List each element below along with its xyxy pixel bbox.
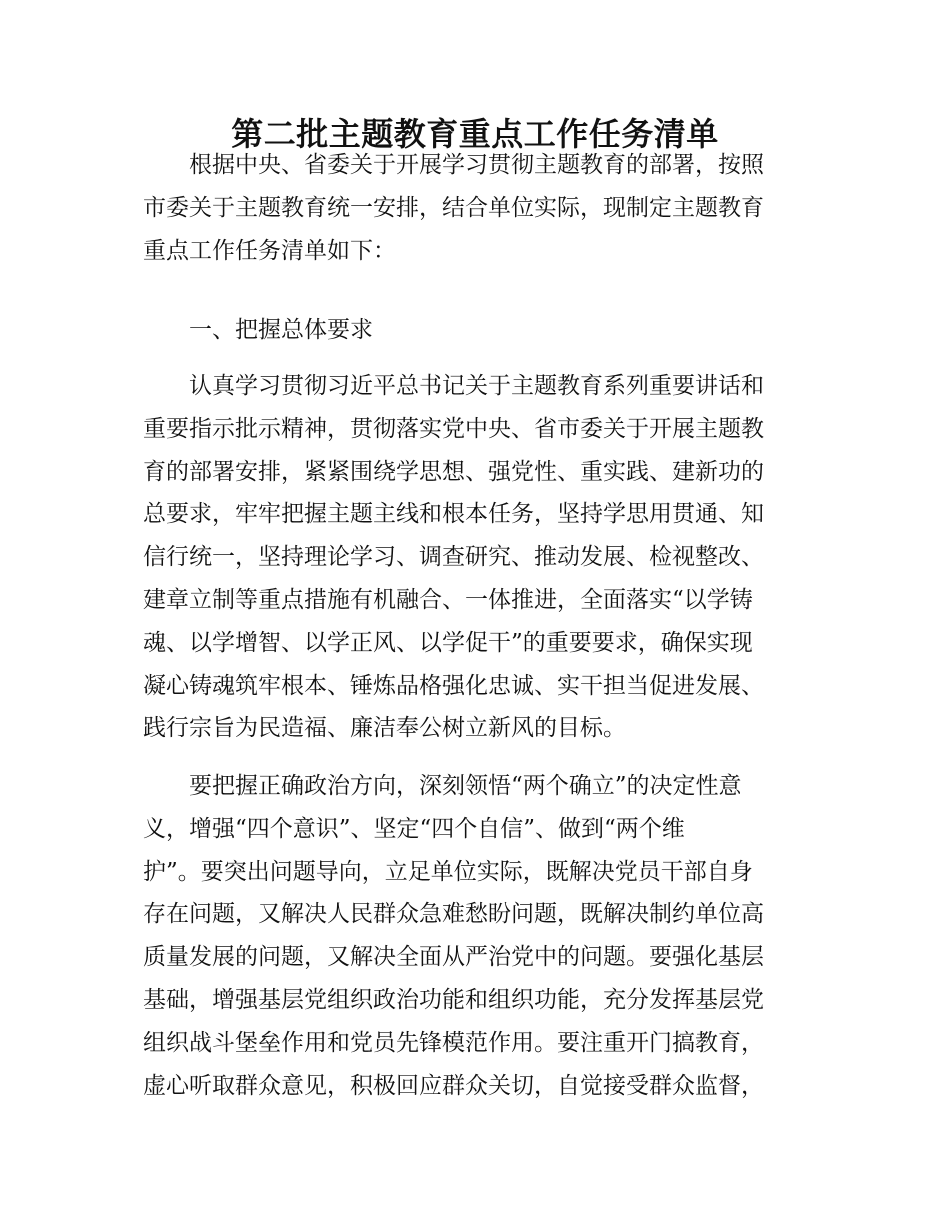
document-title: 第二批主题教育重点工作任务清单 <box>231 115 719 153</box>
intro-line: 根据中央、省委关于开展学习贯彻主题教育的部署，按照 <box>143 152 764 178</box>
paragraph-line: 组织战斗堡垒作用和党员先锋模范作用。要注重开门搞教育， <box>143 1029 764 1056</box>
paragraph-line: 义，增强“四个意识”、坚定“四个自信”、做到“两个维 <box>143 815 685 842</box>
direction-paragraph <box>143 765 811 1107</box>
section-heading <box>143 309 811 352</box>
paragraph-line: 要把握正确政治方向，深刻领悟“两个确立”的决定性意 <box>143 773 742 799</box>
intro-line: 重点工作任务清单如下： <box>143 237 396 264</box>
paragraph-line: 基础，增强基层党组织政治功能和组织功能，充分发挥基层党 <box>143 986 764 1013</box>
requirements-paragraph <box>143 365 811 750</box>
paragraph-line: 总要求，牢牢把握主题主线和根本任务，坚持学思用贯通、知 <box>143 501 764 528</box>
paragraph-line: 认真学习贯彻习近平总书记关于主题教育系列重要讲话和 <box>143 373 764 399</box>
paragraph-line: 虚心听取群众意见，积极回应群众关切，自觉接受群众监督， <box>143 1072 764 1099</box>
paragraph-line: 育的部署安排，紧紧围绕学思想、强党性、重实践、建新功的 <box>143 458 764 485</box>
paragraph-line: 信行统一，坚持理论学习、调查研究、推动发展、检视整改、 <box>143 544 764 571</box>
paragraph-line: 质量发展的问题，又解决全面从严治党中的问题。要强化基层 <box>143 944 764 971</box>
paragraph-line: 护”。要突出问题导向，立足单位实际，既解决党员干部自身 <box>143 858 753 885</box>
paragraph-line: 凝心铸魂筑牢根本、锤炼品格强化忠诚、实干担当促进发展、 <box>143 672 764 699</box>
paragraph-line: 重要指示批示精神，贯彻落实党中央、省市委关于开展主题教 <box>143 415 764 442</box>
paragraph-line: 存在问题，又解决人民群众急难愁盼问题，既解决制约单位高 <box>143 901 764 928</box>
intro-paragraph <box>143 144 811 272</box>
section-heading-text: 一、把握总体要求 <box>143 317 373 343</box>
paragraph-line: 建章立制等重点措施有机融合、一体推进，全面落实“以学铸 <box>143 586 753 613</box>
intro-line: 市委关于主题教育统一安排，结合单位实际，现制定主题教育 <box>143 194 764 221</box>
paragraph-line: 魂、以学增智、以学正风、以学促干”的重要要求，确保实现 <box>143 629 753 656</box>
paragraph-line: 践行宗旨为民造福、廉洁奉公树立新风的目标。 <box>143 715 626 742</box>
